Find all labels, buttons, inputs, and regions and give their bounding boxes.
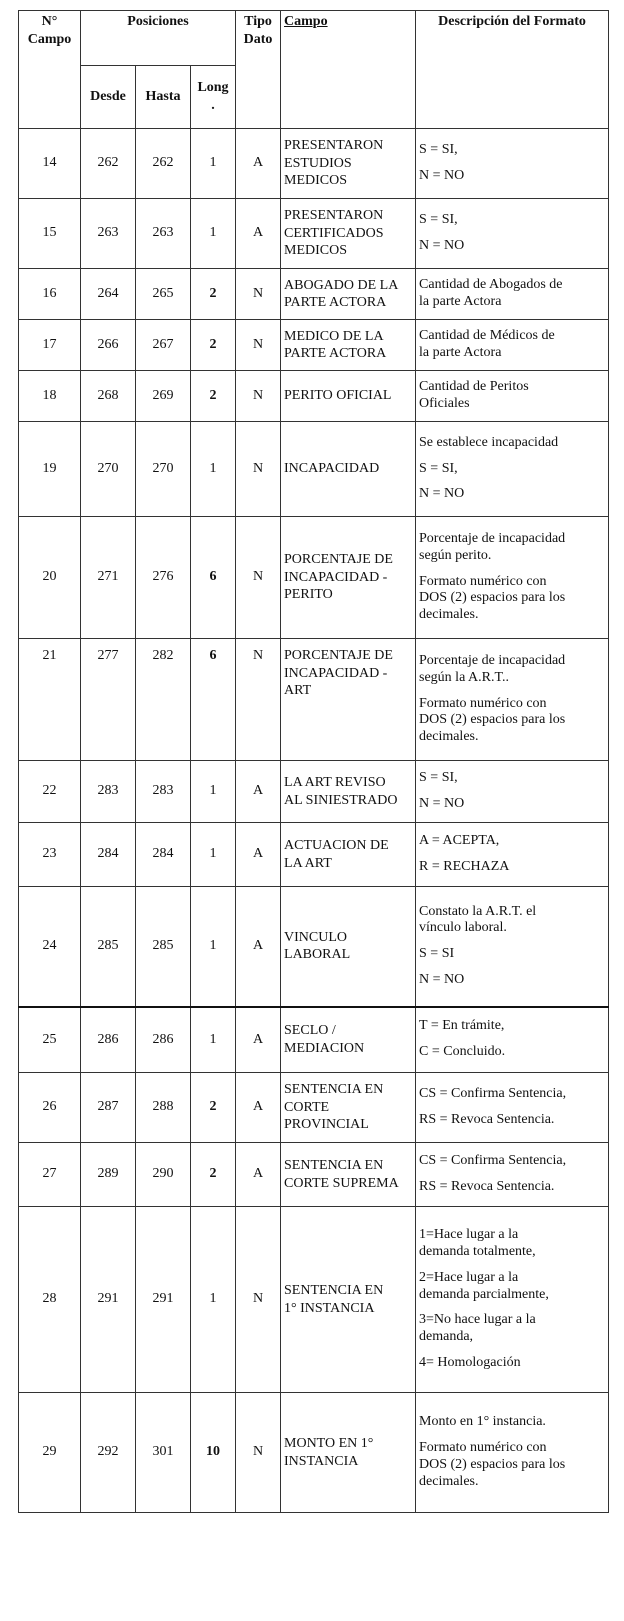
descripcion-line: S = SI, (419, 142, 458, 158)
cell-tipo-dato: N (236, 422, 281, 517)
table-row (19, 1143, 609, 1207)
cell-n-campo: 18 (19, 371, 81, 422)
campo-line: PARTE ACTORA (284, 295, 387, 310)
campo-line: PRESENTARON (284, 138, 384, 154)
cell-desde: 264 (81, 269, 136, 320)
cell-descripcion (416, 269, 609, 320)
campo-line: MEDIACION (284, 1040, 365, 1056)
descripcion-line: CS = Confirma Sentencia, (419, 1153, 567, 1169)
descripcion-line: S = SI, (419, 212, 458, 228)
descripcion-line: 4= Homologación (419, 1354, 521, 1370)
campo-line: AL SINIESTRADO (284, 792, 398, 808)
descripcion-line: vínculo laboral. (419, 920, 507, 936)
descripcion-line: decimales. (419, 607, 479, 623)
table-row (19, 1207, 609, 1393)
cell-tipo-dato: A (236, 1007, 281, 1073)
descripcion-line: 3=No hace lugar a la (419, 1312, 536, 1328)
cell-hasta: 267 (136, 320, 191, 371)
descripcion-line: Oficiales (419, 396, 470, 411)
cell-campo (281, 320, 416, 371)
descripcion-line: decimales. (419, 729, 479, 745)
descripcion-line: S = SI (419, 946, 455, 962)
cell-desde: 286 (81, 1007, 136, 1073)
cell-n-campo: 14 (19, 129, 81, 199)
campo-line: VINCULO (284, 929, 348, 945)
table-row (19, 1007, 609, 1073)
cell-campo (281, 517, 416, 639)
cell-long: 2 (191, 269, 236, 320)
header-campo: Campo (281, 11, 416, 129)
descripcion-line: demanda, (419, 1329, 474, 1345)
table-row (19, 129, 609, 199)
descripcion-line: Formato numérico con (419, 573, 547, 589)
cell-desde: 262 (81, 129, 136, 199)
campo-line: PRESENTARON (284, 208, 384, 224)
table-row (19, 269, 609, 320)
campo-line: ABOGADO DE LA (284, 277, 399, 293)
descripcion-line: decimales. (419, 1473, 479, 1489)
table-row (19, 371, 609, 422)
campo-line: MEDICOS (284, 173, 348, 189)
cell-tipo-dato: A (236, 129, 281, 199)
cell-tipo-dato: A (236, 761, 281, 823)
campo-line: ESTUDIOS (284, 155, 352, 171)
descripcion-line: Porcentaje de incapacidad (419, 531, 566, 546)
campo-line: INCAPACIDAD - (284, 569, 388, 585)
campo-line: LABORAL (284, 947, 351, 963)
cell-n-campo: 15 (19, 199, 81, 269)
cell-tipo-dato: N (236, 1393, 281, 1513)
campo-line: INSTANCIA (284, 1453, 359, 1469)
cell-descripcion (416, 517, 609, 639)
campo-line: PERITO (284, 587, 333, 603)
header-desde: Desde (81, 66, 136, 129)
cell-hasta: 285 (136, 887, 191, 1007)
cell-campo (281, 1143, 416, 1207)
cell-campo (281, 1393, 416, 1513)
descripcion-line: Monto en 1° instancia. (419, 1414, 546, 1430)
campo-line: LA ART (284, 855, 332, 871)
cell-descripcion (416, 639, 609, 761)
campo-line: PROVINCIAL (284, 1117, 369, 1133)
campo-line: CERTIFICADOS (284, 225, 384, 241)
cell-campo (281, 639, 416, 761)
descripcion-line: Formato numérico con (419, 695, 547, 711)
cell-hasta: 284 (136, 823, 191, 887)
cell-descripcion (416, 1207, 609, 1393)
cell-desde: 289 (81, 1143, 136, 1207)
cell-campo (281, 1007, 416, 1073)
descripcion-line: N = NO (419, 238, 465, 253)
cell-tipo-dato: N (236, 371, 281, 422)
cell-long: 10 (191, 1393, 236, 1513)
cell-n-campo: 17 (19, 320, 81, 371)
cell-long: 1 (191, 1207, 236, 1393)
cell-hasta: 276 (136, 517, 191, 639)
cell-long: 1 (191, 1007, 236, 1073)
cell-hasta: 291 (136, 1207, 191, 1393)
campo-line: MEDICOS (284, 243, 348, 259)
cell-descripcion (416, 371, 609, 422)
campo-line: SENTENCIA EN (284, 1283, 384, 1298)
campo-line: PERITO OFICIAL (284, 388, 392, 404)
cell-hasta: 288 (136, 1073, 191, 1143)
cell-tipo-dato: A (236, 1073, 281, 1143)
table-row (19, 887, 609, 1007)
table-row (19, 320, 609, 371)
table-row (19, 1073, 609, 1143)
cell-campo (281, 761, 416, 823)
cell-tipo-dato: N (236, 320, 281, 371)
cell-long: 2 (191, 371, 236, 422)
table-row (19, 517, 609, 639)
cell-desde: 287 (81, 1073, 136, 1143)
cell-tipo-dato: N (236, 517, 281, 639)
descripcion-line: Se establece incapacidad (419, 434, 559, 450)
campo-line: PORCENTAJE DE (284, 648, 393, 663)
cell-desde: 292 (81, 1393, 136, 1513)
cell-long: 2 (191, 1073, 236, 1143)
cell-descripcion (416, 1143, 609, 1207)
descripcion-line: la parte Actora (419, 294, 502, 309)
descripcion-line: Cantidad de Peritos (419, 379, 529, 395)
cell-hasta: 283 (136, 761, 191, 823)
descripcion-line: C = Concluido. (419, 1044, 506, 1060)
descripcion-line: N = NO (419, 972, 465, 988)
cell-hasta: 282 (136, 639, 191, 761)
cell-descripcion (416, 823, 609, 887)
cell-tipo-dato: N (236, 1207, 281, 1393)
header-posiciones: Posiciones (81, 11, 236, 66)
cell-campo (281, 887, 416, 1007)
descripcion-line: la parte Actora (419, 345, 502, 360)
cell-tipo-dato: N (236, 639, 281, 761)
descripcion-line: A = ACEPTA, (419, 833, 500, 849)
cell-long: 2 (191, 1143, 236, 1207)
descripcion-line: según la A.R.T.. (419, 669, 509, 685)
table-row (19, 199, 609, 269)
cell-n-campo: 29 (19, 1393, 81, 1513)
descripcion-line: Cantidad de Abogados de (419, 277, 563, 293)
cell-long: 1 (191, 199, 236, 269)
cell-campo (281, 129, 416, 199)
cell-campo (281, 422, 416, 517)
descripcion-line: N = NO (419, 796, 465, 811)
descripcion-line: N = NO (419, 486, 465, 502)
cell-n-campo: 27 (19, 1143, 81, 1207)
campo-line: 1° INSTANCIA (284, 1300, 375, 1316)
cell-desde: 291 (81, 1207, 136, 1393)
cell-campo (281, 269, 416, 320)
cell-campo (281, 199, 416, 269)
descripcion-line: DOS (2) espacios para los (419, 590, 566, 606)
descripcion-line: según perito. (419, 547, 492, 563)
cell-n-campo: 22 (19, 761, 81, 823)
cell-campo (281, 1207, 416, 1393)
header-tipo-dato: Tipo Dato (236, 11, 281, 129)
cell-n-campo: 23 (19, 823, 81, 887)
cell-descripcion (416, 761, 609, 823)
campo-line: PORCENTAJE DE (284, 552, 393, 568)
cell-desde: 263 (81, 199, 136, 269)
campo-line: SENTENCIA EN (284, 1082, 384, 1098)
cell-hasta: 301 (136, 1393, 191, 1513)
cell-hasta: 270 (136, 422, 191, 517)
descripcion-line: S = SI, (419, 770, 458, 786)
campo-line: SECLO / (284, 1023, 336, 1039)
cell-desde: 284 (81, 823, 136, 887)
cell-n-campo: 20 (19, 517, 81, 639)
cell-desde: 270 (81, 422, 136, 517)
table-row (19, 823, 609, 887)
campo-line: ART (284, 683, 312, 698)
header-n-campo: N° Campo (19, 11, 81, 129)
descripcion-line: DOS (2) espacios para los (419, 712, 566, 728)
campo-line: LA ART REVISO (284, 775, 386, 790)
campo-line: CORTE (284, 1099, 330, 1115)
campo-line: INCAPACIDAD - (284, 665, 388, 681)
cell-descripcion (416, 199, 609, 269)
cell-long: 1 (191, 422, 236, 517)
cell-n-campo: 16 (19, 269, 81, 320)
cell-descripcion (416, 887, 609, 1007)
descripcion-line: 2=Hace lugar a la (419, 1269, 519, 1285)
table-row (19, 761, 609, 823)
cell-n-campo: 25 (19, 1007, 81, 1073)
cell-campo (281, 823, 416, 887)
header-descripcion: Descripción del Formato (416, 11, 609, 129)
cell-campo (281, 371, 416, 422)
campo-line: MONTO EN 1° (284, 1436, 374, 1451)
cell-hasta: 290 (136, 1143, 191, 1207)
cell-descripcion (416, 129, 609, 199)
cell-long: 1 (191, 887, 236, 1007)
cell-tipo-dato: N (236, 269, 281, 320)
cell-tipo-dato: A (236, 823, 281, 887)
descripcion-line: demanda parcialmente, (419, 1286, 549, 1302)
table-body (19, 129, 609, 1513)
header-hasta: Hasta (136, 66, 191, 129)
cell-desde: 266 (81, 320, 136, 371)
cell-desde: 283 (81, 761, 136, 823)
cell-long: 1 (191, 129, 236, 199)
cell-desde: 285 (81, 887, 136, 1007)
cell-long: 6 (191, 517, 236, 639)
cell-tipo-dato: A (236, 887, 281, 1007)
descripcion-line: T = En trámite, (419, 1018, 505, 1034)
cell-long: 2 (191, 320, 236, 371)
descripcion-line: S = SI, (419, 460, 458, 476)
cell-tipo-dato: A (236, 1143, 281, 1207)
descripcion-line: demanda totalmente, (419, 1244, 536, 1259)
cell-desde: 268 (81, 371, 136, 422)
campo-line: INCAPACIDAD (284, 461, 380, 477)
document-page (18, 10, 608, 1513)
descripcion-line: Constato la A.R.T. el (419, 903, 537, 919)
cell-descripcion (416, 1007, 609, 1073)
cell-long: 6 (191, 639, 236, 761)
cell-descripcion (416, 422, 609, 517)
descripcion-line: CS = Confirma Sentencia, (419, 1086, 567, 1102)
descripcion-line: 1=Hace lugar a la (419, 1227, 519, 1243)
cell-descripcion (416, 320, 609, 371)
table-row (19, 422, 609, 517)
cell-hasta: 263 (136, 199, 191, 269)
descripcion-line: N = NO (419, 168, 465, 183)
cell-n-campo: 26 (19, 1073, 81, 1143)
descripcion-line: RS = Revoca Sentencia. (419, 1112, 555, 1127)
campo-line: ACTUACION DE (284, 838, 389, 853)
descripcion-line: Cantidad de Médicos de (419, 328, 555, 344)
cell-desde: 271 (81, 517, 136, 639)
cell-hasta: 262 (136, 129, 191, 199)
descripcion-line: Formato numérico con (419, 1440, 547, 1456)
cell-n-campo: 19 (19, 422, 81, 517)
header-long: Long . (191, 66, 236, 129)
cell-n-campo: 24 (19, 887, 81, 1007)
campo-line: CORTE SUPREMA (284, 1175, 399, 1191)
descripcion-line: R = RECHAZA (419, 859, 510, 874)
cell-long: 1 (191, 823, 236, 887)
table-row (19, 1393, 609, 1513)
campo-line: PARTE ACTORA (284, 346, 387, 361)
cell-campo (281, 1073, 416, 1143)
campo-line: SENTENCIA EN (284, 1158, 384, 1173)
cell-descripcion (416, 1393, 609, 1513)
cell-long: 1 (191, 761, 236, 823)
cell-hasta: 269 (136, 371, 191, 422)
cell-hasta: 265 (136, 269, 191, 320)
field-format-table (18, 10, 609, 1513)
cell-hasta: 286 (136, 1007, 191, 1073)
cell-n-campo: 21 (19, 639, 81, 761)
cell-descripcion (416, 1073, 609, 1143)
cell-tipo-dato: A (236, 199, 281, 269)
campo-line: MEDICO DE LA (284, 328, 384, 344)
descripcion-line: Porcentaje de incapacidad (419, 653, 566, 668)
cell-desde: 277 (81, 639, 136, 761)
descripcion-line: DOS (2) espacios para los (419, 1457, 566, 1472)
cell-n-campo: 28 (19, 1207, 81, 1393)
descripcion-line: RS = Revoca Sentencia. (419, 1179, 555, 1194)
table-row (19, 639, 609, 761)
